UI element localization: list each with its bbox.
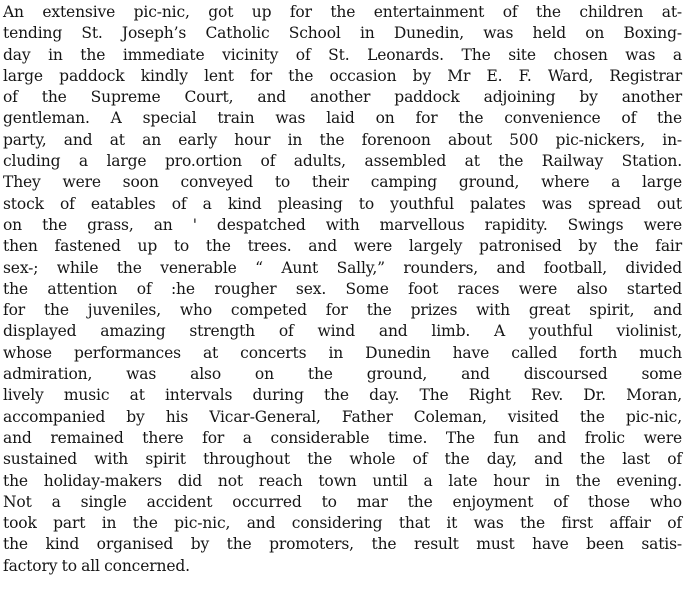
article-column [3, 2, 682, 577]
article-line: sustained with spirit throughout the whole of the day, and the last of [3, 450, 682, 469]
article-line: sex-; while the venerable “ Aunt Sally,” rounders, and football, divided [3, 258, 682, 277]
article-line: whose performances at concerts in Dunedin have called forth much [3, 343, 682, 362]
article-line: the attention of :he rougher sex. Some foot races were also started [3, 279, 682, 298]
article-line: factory to all concerned. [3, 556, 190, 575]
article-line: the holiday-makers did not reach town until a late hour in the evening. [3, 471, 682, 490]
article-line: for the juveniles, who competed for the prizes with great spirit, and [3, 301, 682, 320]
article-line: then fastened up to the trees. and were largely patronised by the fair [3, 237, 682, 256]
article-line: took part in the pic-nic, and considering that it was the first affair of [3, 514, 682, 533]
article-line: gentleman. A special train was laid on for the convenience of the [3, 109, 682, 128]
article-line: stock of eatables of a kind pleasing to youthful palates was spread out [3, 194, 682, 213]
article-line: and remained there for a considerable time. The fun and frolic were [3, 428, 682, 447]
article-line: They were soon conveyed to their camping ground, where a large [3, 173, 682, 192]
article-line: on the grass, an ' despatched with marvellous rapidity. Swings were [3, 215, 682, 234]
article-line: large paddock kindly lent for the occasion by Mr E. F. Ward, Registrar [3, 66, 682, 85]
article-line: accompanied by his Vicar-General, Father Coleman, visited the pic-nic, [3, 407, 682, 426]
article-line: day in the immediate vicinity of St. Leonards. The site chosen was a [3, 45, 682, 64]
article-line: lively music at intervals during the day. The Right Rev. Dr. Moran, [3, 386, 682, 405]
article-line: displayed amazing strength of wind and limb. A youthful violinist, [3, 322, 682, 341]
article-line: the kind organised by the promoters, the result must have been satis- [3, 535, 682, 554]
article-line: party, and at an early hour in the forenoon about 500 pic-nickers, in- [3, 130, 682, 149]
article-line: cluding a large pro.ortion of adults, assembled at the Railway Station. [3, 152, 682, 171]
article-line: of the Supreme Court, and another paddock adjoining by another [3, 88, 682, 107]
article-line: Not a single accident occurred to mar the enjoyment of those who [3, 492, 682, 511]
article-line: tending St. Joseph’s Catholic School in Dunedin, was held on Boxing- [3, 24, 682, 43]
article-line: admiration, was also on the ground, and discoursed some [3, 365, 682, 384]
article-line: An extensive pic-nic, got up for the entertainment of the children at- [3, 3, 682, 21]
